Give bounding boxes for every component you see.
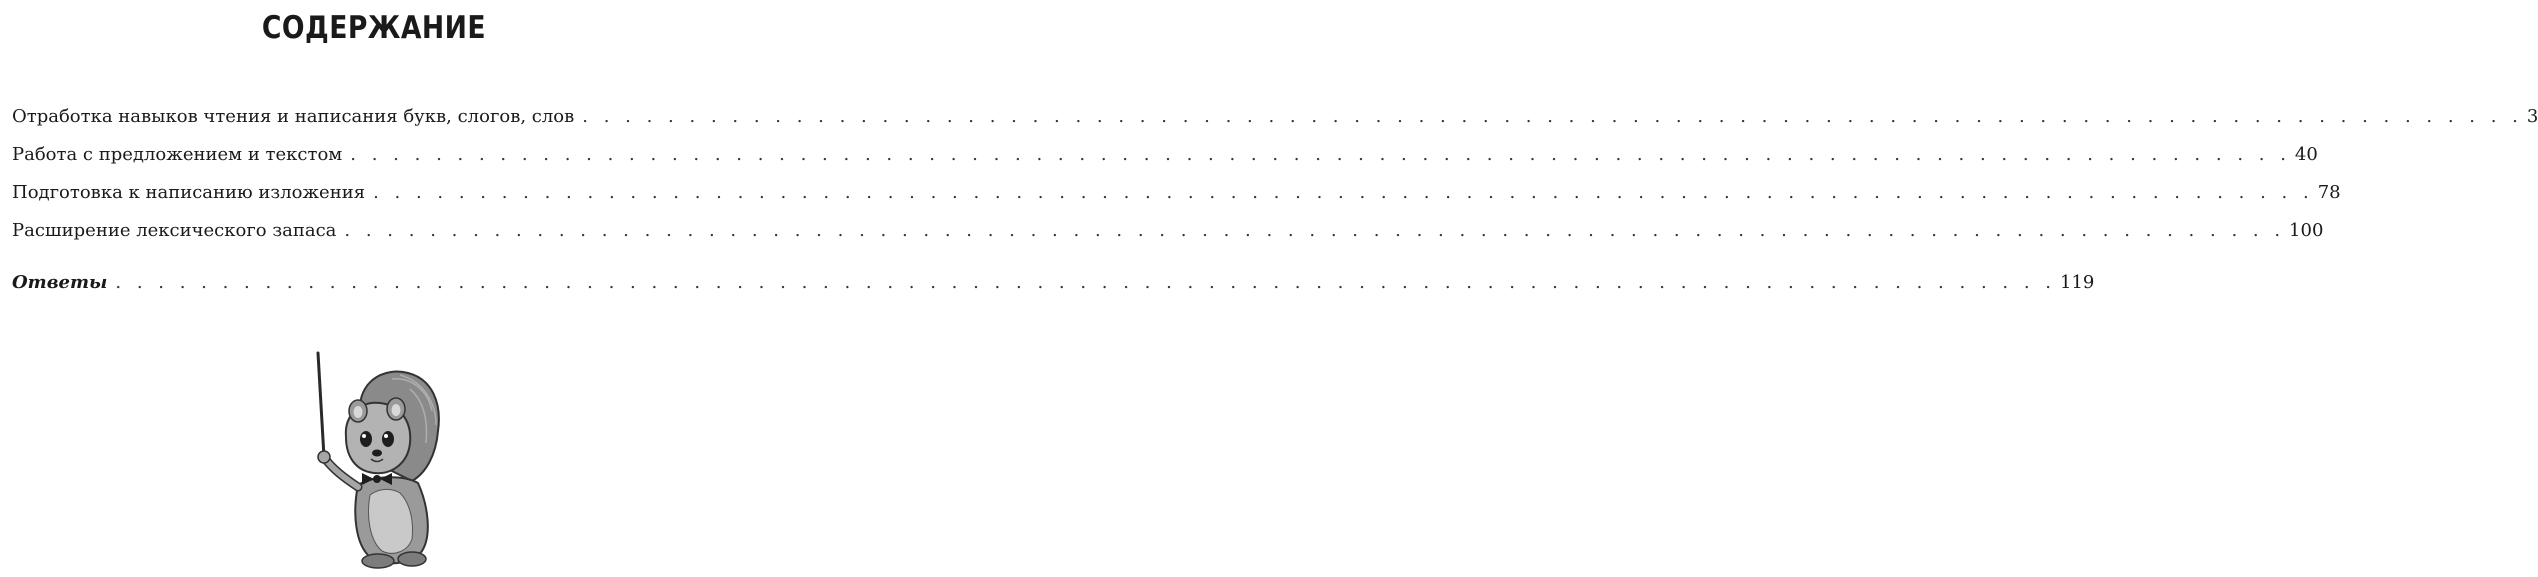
toc-entry-page: 78 (2317, 182, 2341, 203)
table-of-contents (12, 98, 2538, 302)
toc-entry-page: 100 (2289, 220, 2324, 241)
toc-entry-answers[interactable] (12, 264, 2095, 302)
dot-leader: . . . . . . . . . . . . . . . . . . . . . . . . . . . . . . . . . . . . . . . . . . . . . . . . . . . . . . . . . . . . . . . . . . . . . . . . . . . . . . . . . . . . . . . . . . . (350, 144, 2291, 165)
toc-entry-title: Работа с предложением и текстом (12, 144, 343, 165)
toc-entry-title: Ответы (12, 272, 108, 293)
toc-entry-vocabulary[interactable] (12, 212, 2324, 250)
toc-entry-page: 3 (2526, 106, 2538, 127)
dot-leader: . . . . . . . . . . . . . . . . . . . . . . . . . . . . . . . . . . . . . . . . . . . . . . . . . . . . . . . . . . . . . . . . . . . . . . . . . . . . . . . . . . . . . . . . . . . (344, 220, 2286, 241)
toc-entry-title: Расширение лексического запаса (12, 220, 337, 241)
dot-leader: . . . . . . . . . . . . . . . . . . . . . . . . . . . . . . . . . . . . . . . . . . . . . . . . . . . . . . . . . . . . . . . . . . . . . . . . . . . . . . . . . . . . . . . . . . . (115, 272, 2056, 293)
toc-entry-title: Отработка навыков чтения и написания букв, слогов, слов (12, 106, 575, 127)
dot-leader: . . . . . . . . . . . . . . . . . . . . . . . . . . . . . . . . . . . . . . . . . . . . . . . . . . . . . . . . . . . . . . . . . . . . . . . . . . . . . . . . . . . . . . . . . . . (582, 106, 2523, 127)
page-title: СОДЕРЖАНИЕ (261, 10, 487, 46)
toc-entry-sentences-text[interactable] (12, 136, 2318, 174)
toc-entry-reading-writing[interactable] (12, 98, 2538, 136)
toc-entry-title: Подготовка к написанию изложения (12, 182, 366, 203)
toc-entry-summary-writing[interactable] (12, 174, 2341, 212)
hedgehog-with-pointer-icon (300, 345, 460, 572)
dot-leader: . . . . . . . . . . . . . . . . . . . . . . . . . . . . . . . . . . . . . . . . . . . . . . . . . . . . . . . . . . . . . . . . . . . . . . . . . . . . . . . . . . . . . . . . . . . (373, 182, 2314, 203)
toc-entry-page: 40 (2294, 144, 2318, 165)
toc-entry-page: 119 (2060, 272, 2095, 293)
